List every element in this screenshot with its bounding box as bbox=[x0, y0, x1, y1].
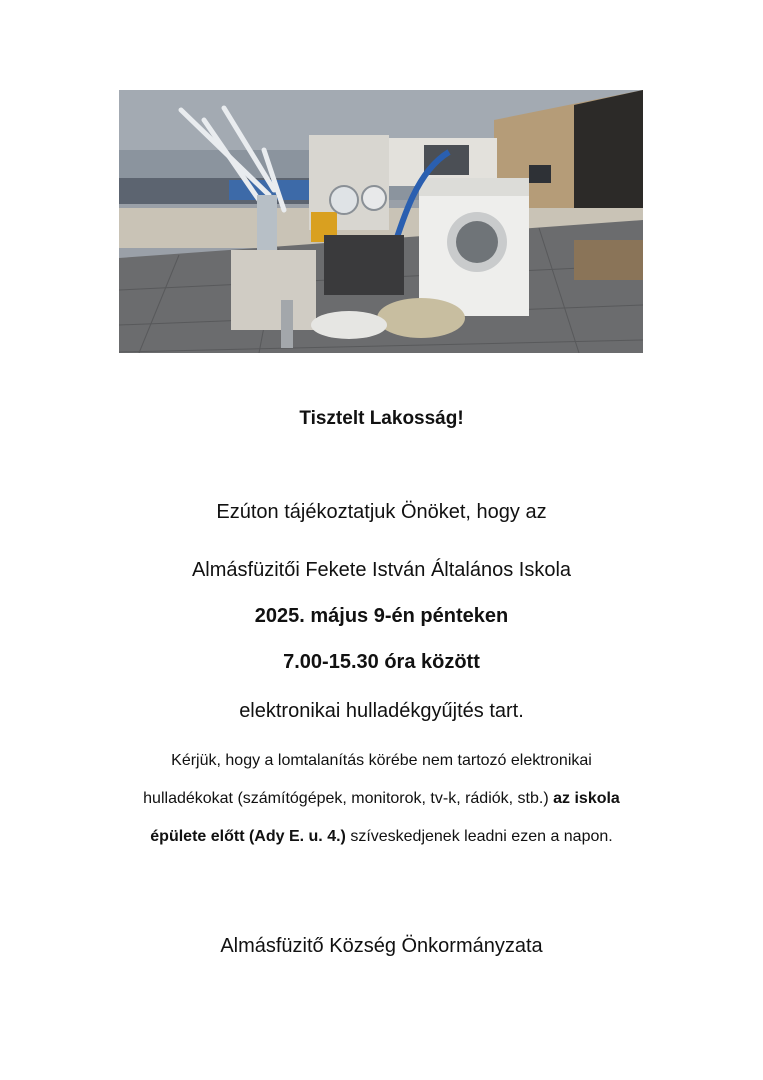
signature: Almásfüzitő Község Önkormányzata bbox=[220, 935, 543, 957]
greeting: Tisztelt Lakosság! bbox=[299, 408, 464, 429]
request-line-2-text: hulladékokat (számítógépek, monitorok, tv-k, rádiók, stb.) bbox=[143, 790, 549, 807]
event-description: elektronikai hulladékgyűjtés tart. bbox=[239, 700, 524, 722]
e-waste-photo bbox=[119, 90, 643, 353]
school-name: Almásfüzitői Fekete István Általános Iskola bbox=[191, 559, 572, 581]
request-line-3 bbox=[0, 828, 763, 846]
request-line-2 bbox=[0, 790, 763, 808]
intro-line: Ezúton tájékoztatjuk Önöket, hogy az bbox=[216, 501, 547, 523]
request-location-bold: az iskola bbox=[553, 790, 620, 807]
request-line-1: Kérjük, hogy a lomtalanítás körébe nem tartozó elektronikai bbox=[171, 752, 592, 769]
request-line-3-text: szíveskedjenek leadni ezen a napon. bbox=[350, 828, 613, 845]
event-date: 2025. május 9-én pénteken bbox=[254, 605, 509, 627]
event-time: 7.00-15.30 óra között bbox=[283, 651, 480, 673]
request-address-bold: épülete előtt (Ady E. u. 4.) bbox=[150, 828, 346, 845]
